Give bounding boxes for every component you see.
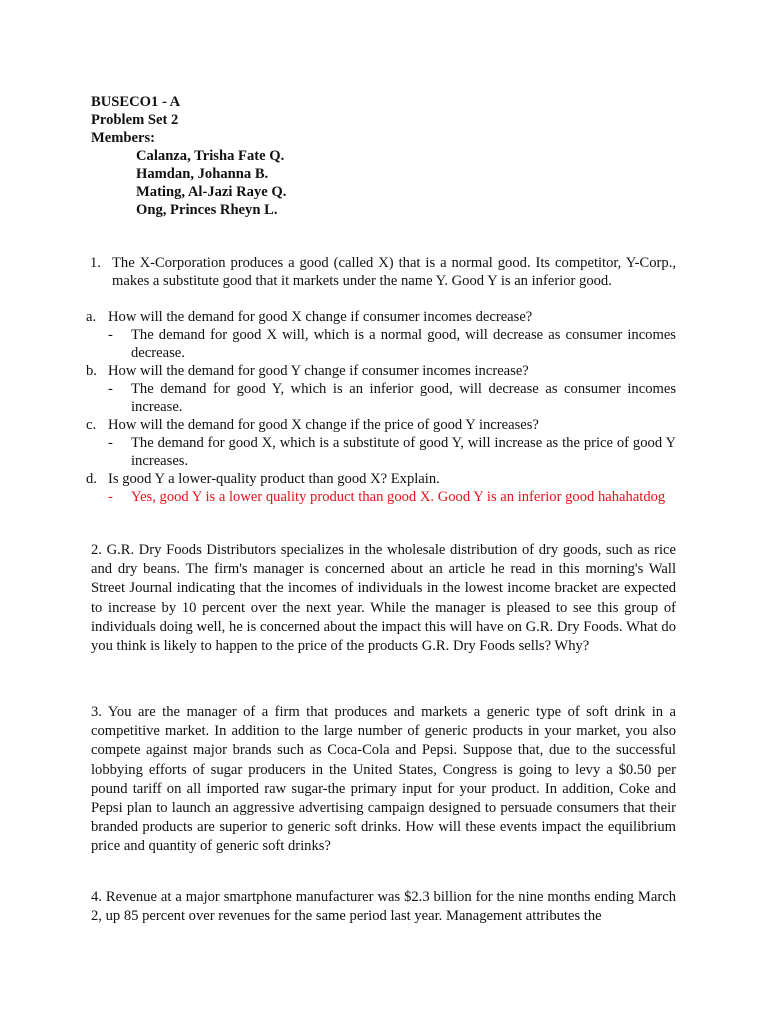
question-text: The X-Corporation produces a good (called X) that is a normal good. Its competitor, Y-Corp., makes a substitute good that it markets under the name Y. Good Y is an inferior good. — [112, 255, 676, 289]
bullet-dash: - — [108, 381, 113, 397]
members-label: Members: — [91, 130, 156, 146]
sub-question-text: How will the demand for good X change if the price of good Y increases? — [108, 417, 539, 433]
bullet-dash: - — [108, 489, 113, 505]
question-1 — [90, 254, 676, 290]
question-1-subparts — [86, 308, 676, 506]
member-name: Hamdan, Johanna B. — [136, 166, 269, 182]
sub-question-a — [86, 308, 676, 326]
sub-question-text: Is good Y a lower-quality product than good X? Explain. — [108, 471, 440, 487]
problem-set-title: Problem Set 2 — [91, 112, 179, 128]
sub-question-text: How will the demand for good X change if consumer incomes decrease? — [108, 309, 533, 325]
sub-question-text: How will the demand for good Y change if consumer incomes increase? — [108, 363, 529, 379]
answer-a — [86, 326, 676, 362]
document-header — [91, 93, 286, 219]
sub-question-letter: c. — [86, 417, 97, 433]
answer-c — [86, 434, 676, 470]
answer-text: The demand for good X, which is a substitute of good Y, will increase as the price of good Y increases. — [131, 435, 676, 469]
sub-question-b — [86, 362, 676, 380]
member-name: Calanza, Trisha Fate Q. — [136, 148, 285, 164]
answer-b — [86, 380, 676, 416]
question-4: 4. Revenue at a major smartphone manufacturer was $2.3 billion for the nine months ending March 2, up 85 percent over revenues for the same period last year. Management attributes the — [91, 889, 676, 925]
answer-d-highlighted — [86, 488, 676, 506]
member-name: Mating, Al-Jazi Raye Q. — [136, 184, 287, 200]
sub-question-letter: b. — [86, 363, 97, 379]
question-3: 3. You are the manager of a firm that produces and markets a generic type of soft drink in a competitive market. In addition to the large number of generic products in your market, you also compete against major brands such as Coca-Cola and Pepsi. Suppose that, due to the successful lobbying efforts of sugar producers in the United States, Congress is going to levy a $0.50 per pound tariff on all imported raw sugar-the primary input for your product. In addition, Coke and Pepsi plan to launch an aggressive advertising campaign designed to persuade consumers that their branded products are superior to generic soft drinks. How will these events impact the equilibrium price and quantity of generic soft drinks? — [91, 704, 676, 855]
bullet-dash: - — [108, 435, 113, 451]
sub-question-letter: d. — [86, 471, 97, 487]
sub-question-letter: a. — [86, 309, 97, 325]
answer-text: The demand for good X will, which is a normal good, will decrease as consumer incomes decrease. — [131, 327, 676, 361]
answer-text: The demand for good Y, which is an inferior good, will decrease as consumer incomes increase. — [131, 381, 676, 415]
answer-text: Yes, good Y is a lower quality product than good X. Good Y is an inferior good hahahatdog — [131, 489, 666, 505]
sub-question-c — [86, 416, 676, 434]
sub-question-d — [86, 470, 676, 488]
course-code: BUSECO1 - A — [91, 94, 181, 110]
bullet-dash: - — [108, 327, 113, 343]
member-name: Ong, Princes Rheyn L. — [136, 202, 278, 218]
question-2: 2. G.R. Dry Foods Distributors specializes in the wholesale distribution of dry goods, such as rice and dry beans. The firm's manager is concerned about an article he read in this morning's Wall Street Journal indicating that the incomes of individuals in the lowest income bracket are expected to increase by 10 percent over the next year. While the manager is pleased to see this group of individuals doing well, he is concerned about the impact this will have on G.R. Dry Foods. What do you think is likely to happen to the price of the products G.R. Dry Foods sells? Why? — [91, 542, 676, 655]
question-number: 1. — [90, 255, 101, 271]
